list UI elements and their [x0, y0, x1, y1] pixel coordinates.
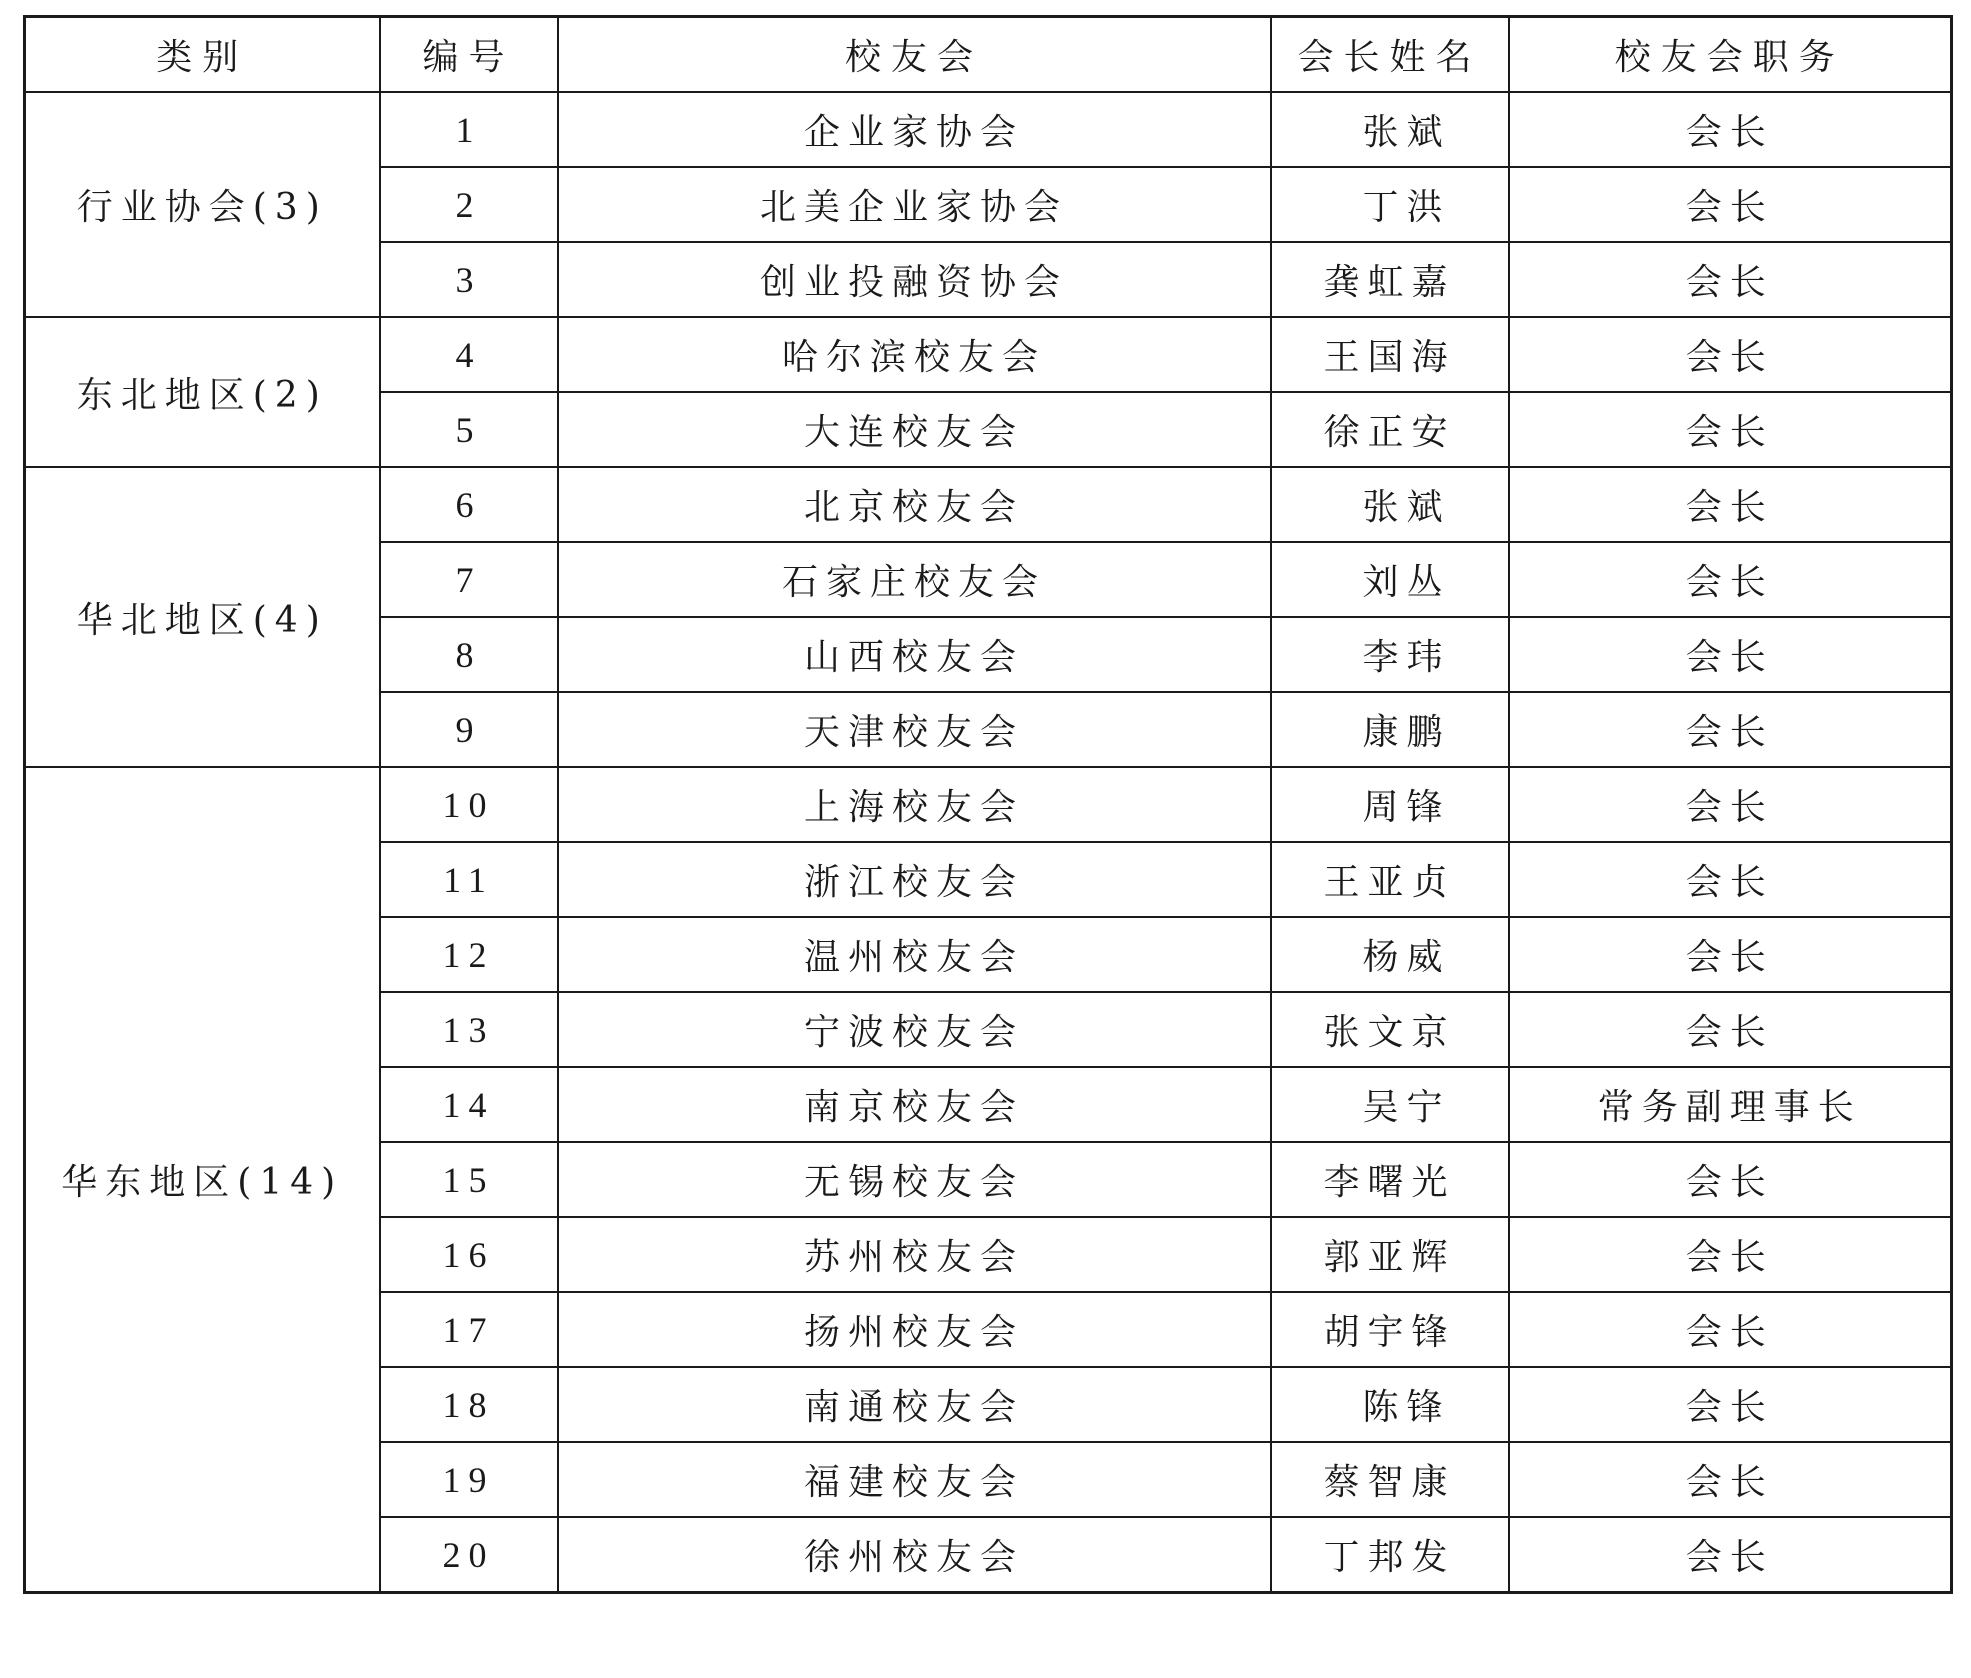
- association-cell: 浙江校友会: [558, 842, 1271, 917]
- president-cell: 李曙光: [1271, 1142, 1509, 1217]
- position-cell: 会长: [1509, 242, 1952, 317]
- president-cell: 王国海: [1271, 317, 1509, 392]
- association-cell: 北美企业家协会: [558, 167, 1271, 242]
- position-cell: 会长: [1509, 392, 1952, 467]
- association-cell: 上海校友会: [558, 767, 1271, 842]
- table-row: [25, 92, 1952, 167]
- position-cell: 会长: [1509, 1367, 1952, 1442]
- number-cell: 10: [380, 767, 558, 842]
- number-cell: 17: [380, 1292, 558, 1367]
- header-position: 校友会职务: [1509, 17, 1952, 93]
- category-cell: 华北地区(4): [25, 467, 380, 767]
- position-cell: 会长: [1509, 467, 1952, 542]
- position-cell: 会长: [1509, 1442, 1952, 1517]
- number-cell: 15: [380, 1142, 558, 1217]
- president-cell: 丁洪: [1271, 167, 1509, 242]
- president-cell: 陈锋: [1271, 1367, 1509, 1442]
- association-cell: 温州校友会: [558, 917, 1271, 992]
- position-cell: 会长: [1509, 1517, 1952, 1593]
- header-row: [25, 17, 1952, 93]
- association-cell: 哈尔滨校友会: [558, 317, 1271, 392]
- association-cell: 创业投融资协会: [558, 242, 1271, 317]
- president-cell: 杨威: [1271, 917, 1509, 992]
- association-cell: 山西校友会: [558, 617, 1271, 692]
- president-cell: 徐正安: [1271, 392, 1509, 467]
- association-cell: 石家庄校友会: [558, 542, 1271, 617]
- association-cell: 北京校友会: [558, 467, 1271, 542]
- number-cell: 2: [380, 167, 558, 242]
- association-cell: 扬州校友会: [558, 1292, 1271, 1367]
- president-cell: 龚虹嘉: [1271, 242, 1509, 317]
- alumni-association-table: [23, 15, 1953, 1594]
- table-row: [25, 767, 1952, 842]
- association-cell: 南通校友会: [558, 1367, 1271, 1442]
- position-cell: 会长: [1509, 1142, 1952, 1217]
- position-cell: 会长: [1509, 692, 1952, 767]
- association-cell: 大连校友会: [558, 392, 1271, 467]
- association-cell: 苏州校友会: [558, 1217, 1271, 1292]
- association-cell: 宁波校友会: [558, 992, 1271, 1067]
- number-cell: 13: [380, 992, 558, 1067]
- president-cell: 张斌: [1271, 92, 1509, 167]
- table-row: [25, 317, 1952, 392]
- number-cell: 14: [380, 1067, 558, 1142]
- position-cell: 会长: [1509, 1292, 1952, 1367]
- president-cell: 王亚贞: [1271, 842, 1509, 917]
- president-cell: 刘丛: [1271, 542, 1509, 617]
- number-cell: 6: [380, 467, 558, 542]
- number-cell: 8: [380, 617, 558, 692]
- position-cell: 会长: [1509, 992, 1952, 1067]
- position-cell: 会长: [1509, 842, 1952, 917]
- number-cell: 9: [380, 692, 558, 767]
- number-cell: 18: [380, 1367, 558, 1442]
- header-category: 类别: [25, 17, 380, 93]
- association-cell: 福建校友会: [558, 1442, 1271, 1517]
- position-cell: 会长: [1509, 542, 1952, 617]
- category-cell: 华东地区(14): [25, 767, 380, 1593]
- president-cell: 郭亚辉: [1271, 1217, 1509, 1292]
- number-cell: 1: [380, 92, 558, 167]
- president-cell: 李玮: [1271, 617, 1509, 692]
- header-president: 会长姓名: [1271, 17, 1509, 93]
- association-cell: 无锡校友会: [558, 1142, 1271, 1217]
- number-cell: 3: [380, 242, 558, 317]
- number-cell: 5: [380, 392, 558, 467]
- president-cell: 康鹏: [1271, 692, 1509, 767]
- number-cell: 4: [380, 317, 558, 392]
- header-number: 编号: [380, 17, 558, 93]
- position-cell: 会长: [1509, 917, 1952, 992]
- president-cell: 周锋: [1271, 767, 1509, 842]
- association-cell: 天津校友会: [558, 692, 1271, 767]
- president-cell: 吴宁: [1271, 1067, 1509, 1142]
- position-cell: 会长: [1509, 1217, 1952, 1292]
- number-cell: 11: [380, 842, 558, 917]
- number-cell: 20: [380, 1517, 558, 1593]
- association-cell: 徐州校友会: [558, 1517, 1271, 1593]
- header-association: 校友会: [558, 17, 1271, 93]
- table-row: [25, 467, 1952, 542]
- association-cell: 南京校友会: [558, 1067, 1271, 1142]
- position-cell: 会长: [1509, 167, 1952, 242]
- category-cell: 行业协会(3): [25, 92, 380, 317]
- president-cell: 丁邦发: [1271, 1517, 1509, 1593]
- number-cell: 7: [380, 542, 558, 617]
- number-cell: 12: [380, 917, 558, 992]
- president-cell: 张文京: [1271, 992, 1509, 1067]
- president-cell: 张斌: [1271, 467, 1509, 542]
- category-cell: 东北地区(2): [25, 317, 380, 467]
- number-cell: 16: [380, 1217, 558, 1292]
- president-cell: 蔡智康: [1271, 1442, 1509, 1517]
- president-cell: 胡宇锋: [1271, 1292, 1509, 1367]
- table-body: [25, 92, 1952, 1593]
- number-cell: 19: [380, 1442, 558, 1517]
- position-cell: 会长: [1509, 92, 1952, 167]
- position-cell: 会长: [1509, 767, 1952, 842]
- position-cell: 常务副理事长: [1509, 1067, 1952, 1142]
- position-cell: 会长: [1509, 617, 1952, 692]
- association-cell: 企业家协会: [558, 92, 1271, 167]
- position-cell: 会长: [1509, 317, 1952, 392]
